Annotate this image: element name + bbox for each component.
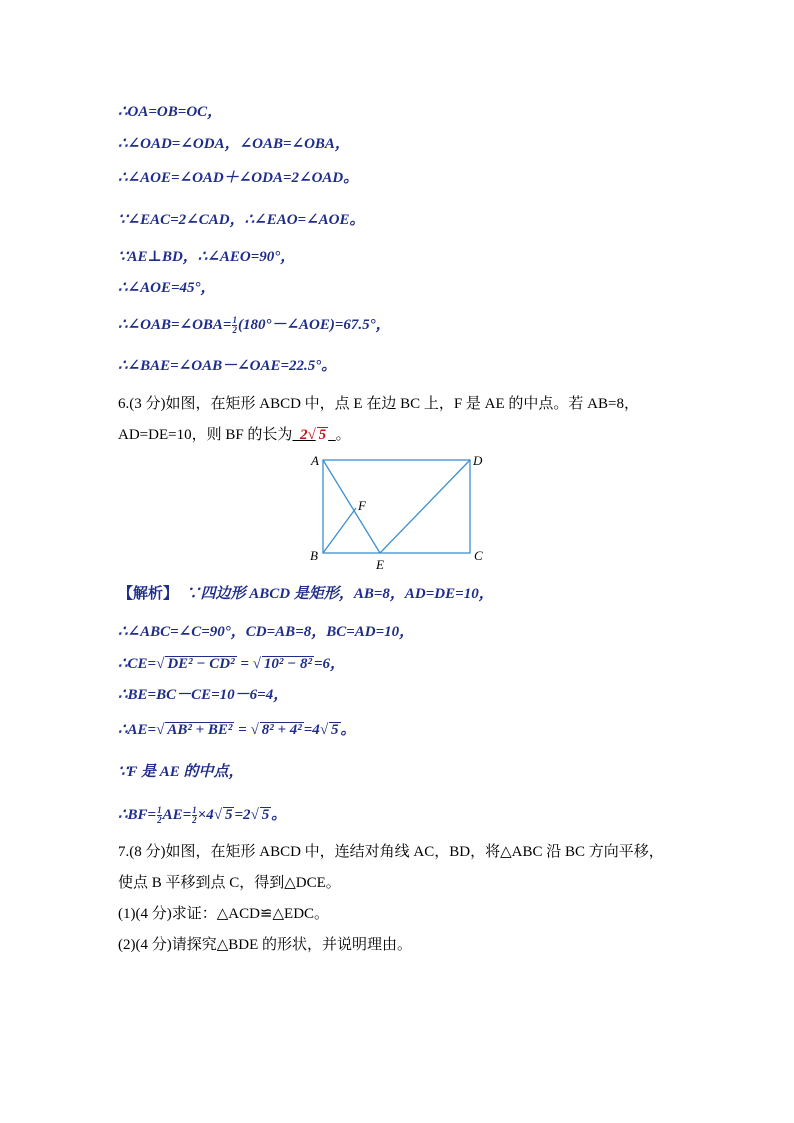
solution-line: ∴OA=OB=OC，	[118, 104, 223, 120]
radicand: 8² + 4²	[261, 722, 302, 738]
segment-bf	[323, 508, 356, 553]
fraction-denominator: 2	[157, 815, 162, 826]
answer: 2√ 5	[299, 427, 327, 443]
fraction-numerator: 1	[157, 805, 162, 816]
label-e: E	[376, 557, 384, 572]
text: AE=	[162, 807, 192, 823]
question-7-text: 使点 B 平移到点 C，得到△DCE。	[118, 875, 341, 891]
question-7-text: 7.(8 分)如图，在矩形 ABCD 中，连结对角线 AC，BD，将△ABC 沿 BC 方向平移，	[118, 844, 664, 860]
radicand: 5	[331, 722, 339, 738]
fraction	[157, 806, 162, 825]
segment-ae	[323, 460, 380, 553]
text: ∴CE=	[118, 656, 157, 672]
text: ∴AE=	[118, 722, 157, 738]
solution-line	[118, 584, 494, 604]
text: ∴∠OAB=∠OBA=	[118, 317, 232, 333]
fraction	[192, 806, 197, 825]
question-6-text: 6.(3 分)如图，在矩形 ABCD 中，点 E 在边 BC 上，F 是 AE 的中点。若 AB=8，	[118, 396, 639, 412]
text: =	[234, 722, 251, 738]
text: 。	[335, 427, 351, 443]
radicand: DE² − CD²	[167, 656, 235, 672]
label-f: F	[358, 498, 366, 513]
text: =6，	[314, 656, 346, 672]
text: AD=DE=10，则 BF 的长为	[118, 427, 293, 443]
text: ∵四边形 ABCD 是矩形，AB=8，AD=DE=10，	[185, 586, 494, 602]
solution-line: ∴∠ABC=∠C=90°，CD=AB=8，BC=AD=10，	[118, 624, 415, 640]
fraction-numerator: 1	[232, 315, 237, 326]
fraction-numerator: 1	[192, 805, 197, 816]
analysis-tag: 【解析】	[118, 586, 179, 602]
radicand: 5	[261, 807, 270, 823]
solution-line: ∵∠EAC=2∠CAD，∴∠EAO=∠AOE。	[118, 212, 365, 228]
text: 。	[340, 722, 356, 738]
label-a: A	[311, 453, 319, 468]
label-b: B	[310, 548, 318, 563]
text: (180°－∠AOE)=67.5°，	[237, 317, 391, 333]
answer-radicand: 5	[318, 427, 327, 443]
text: 。	[271, 807, 287, 823]
rectangle-abcd	[323, 460, 470, 553]
solution-line: ∴AE=√ AB² + BE² = √ 8² + 4² =4√ 5 。	[118, 722, 356, 738]
solution-line: ∵AE⊥BD，∴∠AEO=90°，	[118, 249, 296, 265]
rectangle-figure	[300, 448, 500, 573]
radicand: 5	[224, 807, 233, 823]
radicand: 10² − 8²	[263, 656, 312, 672]
answer-coefficient: 2	[299, 427, 308, 443]
question-7-part-2: (2)(4 分)请探究△BDE 的形状，并说明理由。	[118, 937, 413, 953]
solution-line	[118, 315, 391, 335]
solution-line: ∴BE=BC－CE=10－6=4，	[118, 687, 289, 703]
solution-line: ∵F 是 AE 的中点，	[118, 764, 244, 780]
text: =2	[234, 807, 251, 823]
label-d: D	[473, 453, 483, 468]
segment-de	[380, 460, 470, 553]
text: =	[236, 656, 253, 672]
solution-line: ∴∠OAD=∠ODA，∠OAB=∠OBA，	[118, 136, 350, 152]
solution-line: ∴BF= $\frac{1}{2}$ AE= $\frac{1}{2}$ ×4√ 5 =2√ 5 。	[118, 805, 287, 826]
fraction-denominator: 2	[192, 815, 197, 826]
text: ×4	[197, 807, 214, 823]
solution-line: ∴∠BAE=∠OAB－∠OAE=22.5°。	[118, 358, 337, 374]
question-7-part-1: (1)(4 分)求证：△ACD≌△EDC。	[118, 906, 330, 922]
radicand: AB² + BE²	[167, 722, 233, 738]
fraction-denominator: 2	[232, 325, 237, 336]
question-6-text	[118, 425, 351, 445]
solution-line: ∴CE=√ DE² − CD² = √ 10² − 8² =6，	[118, 656, 346, 672]
answer-blank	[292, 427, 335, 443]
text: ∴BF=	[118, 807, 157, 823]
label-c: C	[474, 548, 483, 563]
fraction	[232, 316, 237, 335]
solution-line: ∴∠AOE=45°，	[118, 280, 216, 296]
text: =4	[303, 722, 320, 738]
solution-line: ∴∠AOE=∠OAD＋∠ODA=2∠OAD。	[118, 170, 359, 186]
